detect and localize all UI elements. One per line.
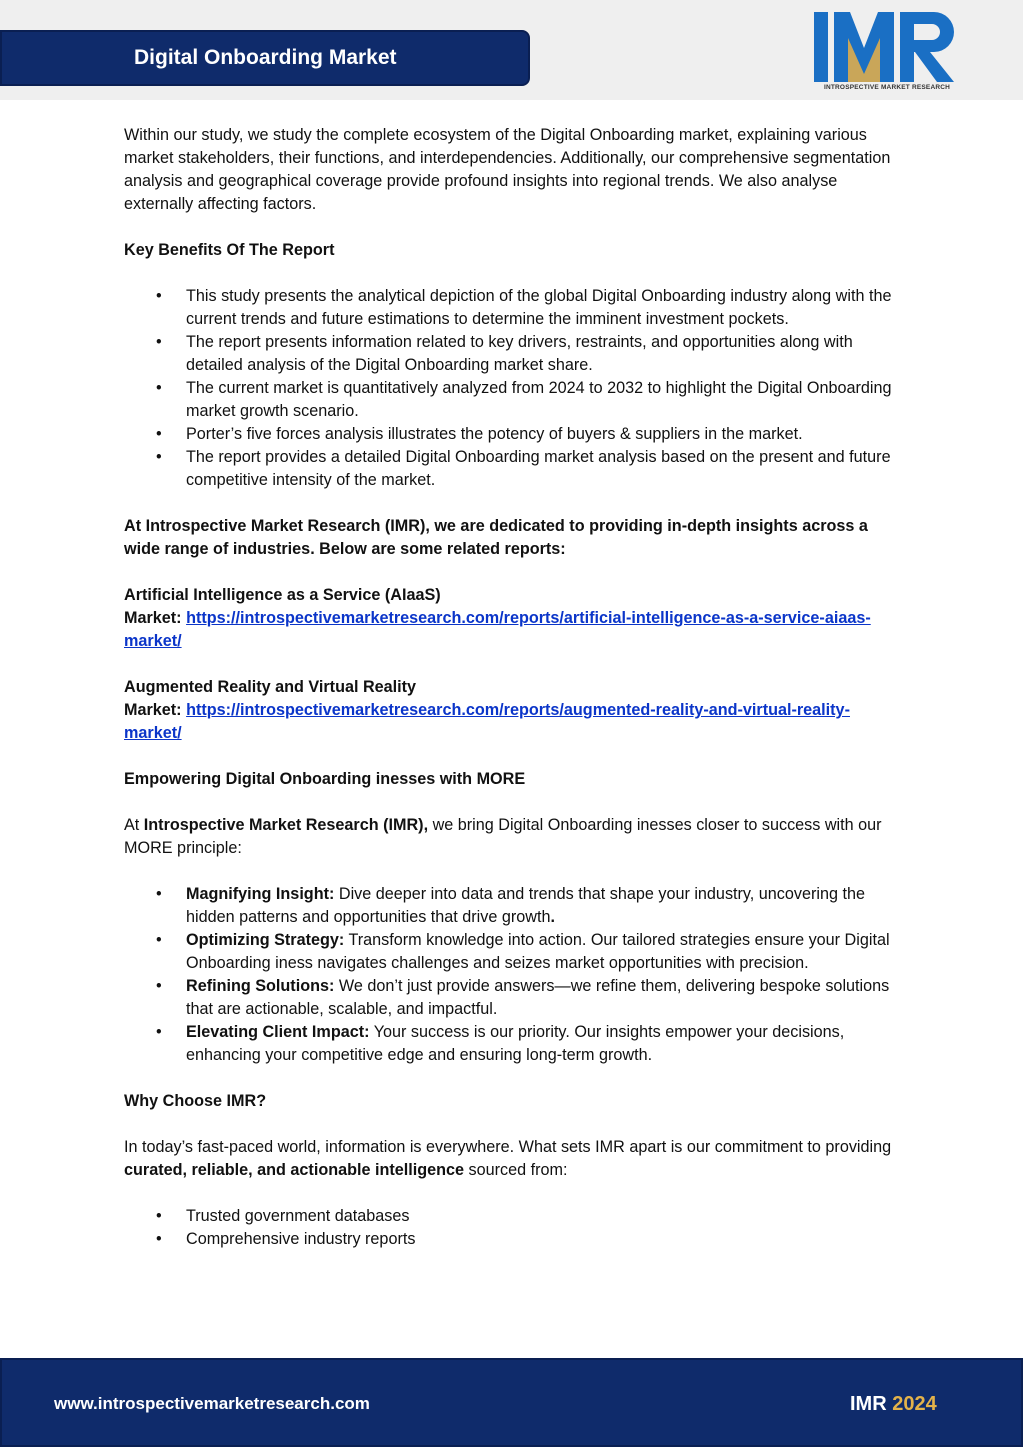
list-item: • Porter’s five forces analysis illustrates the potency of buyers & suppliers in the market.	[186, 423, 894, 446]
related-report-link[interactable]: https://introspectivemarketresearch.com/reports/augmented-reality-and-virtual-reality-market/	[124, 701, 850, 742]
more-intro-bold: Introspective Market Research (IMR),	[143, 816, 429, 834]
why-heading: Why Choose IMR?	[124, 1092, 267, 1110]
related-report-title: Augmented Reality and Virtual Reality	[124, 678, 417, 696]
list-item: • The report presents information related to key drivers, restraints, and opportunities along with detailed analysis of the Digital Onboarding market share.	[186, 331, 894, 377]
footer-bar	[0, 1358, 1023, 1447]
why-text-pre: In today’s fast-paced world, information is everywhere. What sets IMR apart is our commitment to providing	[124, 1138, 892, 1156]
more-heading: Empowering Digital Onboarding inesses with MORE	[124, 770, 526, 788]
list-item	[186, 929, 894, 975]
item-trail: .	[550, 908, 555, 926]
list-item: • Trusted government databases	[186, 1205, 894, 1228]
related-report-title: Artificial Intelligence as a Service (AIaaS)	[124, 586, 441, 604]
item-text: Your success is our priority. Our insights empower your decisions, enhancing your competitive edge and ensuring long-term growth.	[186, 1023, 845, 1064]
list-item	[186, 975, 894, 1021]
footer-brand-year	[850, 1393, 937, 1416]
item-text: We don’t just provide answers—we refine them, delivering bespoke solutions that are actionable, scalable, and impactful.	[186, 977, 890, 1018]
document-body	[124, 124, 894, 1251]
logo-subtitle: INTROSPECTIVE MARKET RESEARCH	[823, 84, 951, 91]
item-label: Optimizing Strategy:	[186, 931, 345, 949]
why-text-post: sourced from:	[464, 1161, 568, 1179]
more-list	[124, 883, 894, 1067]
related-report-link-line	[124, 699, 894, 745]
list-item: • Comprehensive industry reports	[186, 1228, 894, 1251]
why-text-bold: curated, reliable, and actionable intelligence	[124, 1161, 465, 1179]
item-text: Dive deeper into data and trends that shape your industry, uncovering the hidden patterns and opportunities that drive growth	[186, 885, 865, 926]
related-report-link-line	[124, 607, 894, 653]
benefits-list	[124, 285, 894, 492]
market-label: Market:	[124, 701, 187, 719]
list-item: • The current market is quantitatively analyzed from 2024 to 2032 to highlight the Digital Onboarding market growth scenario.	[186, 377, 894, 423]
sources-list	[124, 1205, 894, 1251]
why-paragraph	[124, 1136, 894, 1182]
item-text: Transform knowledge into action. Our tailored strategies ensure your Digital Onboarding iness navigates challenges and seizes market opportunities with precision.	[186, 931, 890, 972]
more-intro	[124, 814, 894, 860]
related-intro: At Introspective Market Research (IMR), we are dedicated to providing in-depth insights across a wide range of industries. Below are some related reports:	[124, 517, 868, 558]
more-intro-pre: At	[124, 816, 144, 834]
more-intro-post: we bring Digital Onboarding inesses closer to success with our MORE principle:	[124, 816, 882, 857]
item-label: Elevating Client Impact:	[186, 1023, 370, 1041]
market-label: Market:	[124, 609, 187, 627]
title-banner	[0, 30, 530, 86]
footer-website-link[interactable]: www.introspectivemarketresearch.com	[54, 1394, 370, 1413]
related-report-link[interactable]: https://introspectivemarketresearch.com/reports/artificial-intelligence-as-a-service-aiaas-market/	[124, 609, 871, 650]
intro-paragraph: Within our study, we study the complete ecosystem of the Digital Onboarding market, explaining various market stakeholders, their functions, and interdependencies. Additionally, our comprehensive segmentation analysis and geographical coverage provide profound insights into regional trends. We also analyse externally affecting factors.	[124, 126, 891, 213]
list-item: • The report provides a detailed Digital Onboarding market analysis based on the present and future competitive intensity of the market.	[186, 446, 894, 492]
benefits-heading: Key Benefits Of The Report	[124, 241, 335, 259]
list-item	[186, 1021, 894, 1067]
list-item	[186, 883, 894, 929]
list-item: • This study presents the analytical depiction of the global Digital Onboarding industry along with the current trends and future estimations to determine the imminent investment pockets.	[186, 285, 894, 331]
footer-brand: IMR	[850, 1393, 887, 1415]
page-title: Digital Onboarding Market	[134, 46, 397, 69]
footer-year: 2024	[892, 1393, 937, 1415]
item-label: Magnifying Insight:	[186, 885, 335, 903]
item-label: Refining Solutions:	[186, 977, 335, 995]
